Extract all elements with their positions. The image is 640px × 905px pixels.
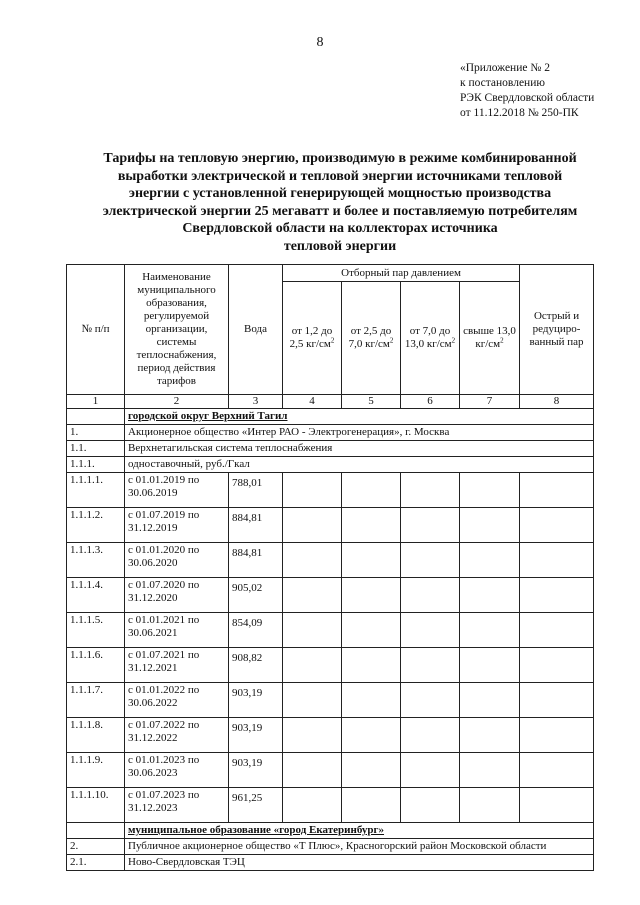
appendix-line: «Приложение № 2 xyxy=(460,62,550,74)
period-cell: с 01.07.2020 по 31.12.2020 xyxy=(125,578,229,613)
period-cell: с 01.07.2021 по 31.12.2021 xyxy=(125,648,229,683)
empty-cell xyxy=(460,648,520,683)
empty-cell xyxy=(460,508,520,543)
empty-cell xyxy=(283,473,342,508)
empty-cell xyxy=(342,543,401,578)
row-number: 1.1.1.7. xyxy=(67,683,125,718)
heat-system-name: Ново-Свердловская ТЭЦ xyxy=(125,855,594,871)
empty-cell xyxy=(401,683,460,718)
header-pressure-1: от 1,2 до 2,5 $кг/см^2$ xyxy=(283,282,342,395)
water-tariff: 903,19 xyxy=(229,718,283,753)
empty-cell xyxy=(401,508,460,543)
header-pressure-4: свыше 13,0 $кг/см^2$ xyxy=(460,282,520,395)
empty-cell xyxy=(401,613,460,648)
empty-cell xyxy=(283,613,342,648)
header-water: Вода xyxy=(229,265,283,395)
empty-cell xyxy=(460,788,520,823)
empty-cell xyxy=(342,473,401,508)
empty-cell xyxy=(401,718,460,753)
appendix-reference xyxy=(460,61,594,121)
column-number: 4 xyxy=(283,395,342,409)
water-tariff: 905,02 xyxy=(229,578,283,613)
row-number: 1.1.1.10. xyxy=(67,788,125,823)
column-number-row xyxy=(67,395,594,409)
table-row xyxy=(67,718,594,753)
water-tariff: 884,81 xyxy=(229,508,283,543)
title-line: выработки электрической и тепловой энергии источниками тепловой xyxy=(117,168,563,184)
period-cell: с 01.01.2020 по 30.06.2020 xyxy=(125,543,229,578)
appendix-line: РЭК Свердловской области xyxy=(460,92,595,104)
column-number: 5 xyxy=(342,395,401,409)
header-name: Наименование муниципального образования, регулируемой организации, системы теплоснабжения, период действия тарифов xyxy=(125,265,229,395)
empty-cell xyxy=(520,788,594,823)
period-cell: с 01.01.2022 по 30.06.2022 xyxy=(125,683,229,718)
empty-cell xyxy=(401,788,460,823)
title-line: Тарифы на тепловую энергию, производимую в режиме комбинированной xyxy=(103,151,577,166)
empty-cell xyxy=(342,718,401,753)
table-row xyxy=(67,613,594,648)
water-tariff: 903,19 xyxy=(229,753,283,788)
row-number: 1.1.1.2. xyxy=(67,508,125,543)
table-row xyxy=(67,753,594,788)
water-tariff: 908,82 xyxy=(229,648,283,683)
empty-cell xyxy=(460,543,520,578)
empty-cell xyxy=(67,409,125,425)
header-pressure-2: от 2,5 до 7,0 $кг/см^2$ xyxy=(342,282,401,395)
water-tariff: 854,09 xyxy=(229,613,283,648)
empty-cell xyxy=(520,508,594,543)
page-number: 8 xyxy=(316,35,324,50)
empty-cell xyxy=(283,718,342,753)
row-number: 1.1.1. xyxy=(67,457,125,473)
row-number: 1.1.1.1. xyxy=(67,473,125,508)
header-steam-group: Отборный пар давлением xyxy=(283,265,520,282)
empty-cell xyxy=(460,753,520,788)
header-live-steam: Острый и редуциро-ванный пар xyxy=(520,265,594,395)
row-number: 1.1.1.9. xyxy=(67,753,125,788)
empty-cell xyxy=(401,543,460,578)
empty-cell xyxy=(283,543,342,578)
empty-cell xyxy=(520,473,594,508)
appendix-line: от 11.12.2018 № 250-ПК xyxy=(460,107,579,119)
column-number: 6 xyxy=(401,395,460,409)
table-row xyxy=(67,543,594,578)
section-heading: муниципальное образование «город Екатеринбург» xyxy=(125,823,594,839)
header-pressure-3: от 7,0 до 13,0 $кг/см^2$ xyxy=(401,282,460,395)
empty-cell xyxy=(283,683,342,718)
document-title xyxy=(70,150,610,255)
water-tariff: 903,19 xyxy=(229,683,283,718)
empty-cell xyxy=(283,648,342,683)
column-number: 2 xyxy=(125,395,229,409)
water-tariff: 788,01 xyxy=(229,473,283,508)
empty-cell xyxy=(342,788,401,823)
empty-cell xyxy=(520,543,594,578)
period-cell: с 01.07.2023 по 31.12.2023 xyxy=(125,788,229,823)
row-number: 1.1.1.5. xyxy=(67,613,125,648)
title-line: Свердловской области на коллекторах источника xyxy=(182,221,498,236)
column-number: 7 xyxy=(460,395,520,409)
row-number: 1.1. xyxy=(67,441,125,457)
water-tariff: 884,81 xyxy=(229,543,283,578)
section-heading: городской округ Верхний Тагил xyxy=(125,409,594,425)
title-line: энергии с установленной генерирующей мощностью производства xyxy=(128,186,552,201)
empty-cell xyxy=(520,648,594,683)
empty-cell xyxy=(283,753,342,788)
empty-cell xyxy=(342,753,401,788)
rate-type: одноставочный, руб./Гкал xyxy=(125,457,594,473)
tariff-table xyxy=(66,264,594,871)
header-no: № п/п xyxy=(67,265,125,395)
title-line: электрической энергии 25 мегаватт и более и поставляемую потребителям xyxy=(102,203,578,219)
row-number: 1.1.1.8. xyxy=(67,718,125,753)
empty-cell xyxy=(460,578,520,613)
empty-cell xyxy=(520,718,594,753)
organization-name: Акционерное общество «Интер РАО - Электрогенерация», г. Москва xyxy=(125,425,594,441)
table-row xyxy=(67,788,594,823)
empty-cell xyxy=(520,578,594,613)
row-number: 1.1.1.6. xyxy=(67,648,125,683)
empty-cell xyxy=(401,578,460,613)
empty-cell xyxy=(460,718,520,753)
column-number: 8 xyxy=(520,395,594,409)
empty-cell xyxy=(67,823,125,839)
table-row xyxy=(67,648,594,683)
water-tariff: 961,25 xyxy=(229,788,283,823)
empty-cell xyxy=(460,613,520,648)
period-cell: с 01.01.2021 по 30.06.2021 xyxy=(125,613,229,648)
column-number: 3 xyxy=(229,395,283,409)
column-number: 1 xyxy=(67,395,125,409)
row-number: 2. xyxy=(67,839,125,855)
period-cell: с 01.01.2019 по 30.06.2019 xyxy=(125,473,229,508)
empty-cell xyxy=(520,683,594,718)
empty-cell xyxy=(520,613,594,648)
empty-cell xyxy=(460,683,520,718)
row-number: 1.1.1.4. xyxy=(67,578,125,613)
period-cell: с 01.07.2022 по 31.12.2022 xyxy=(125,718,229,753)
table-row xyxy=(67,578,594,613)
empty-cell xyxy=(520,753,594,788)
empty-cell xyxy=(342,613,401,648)
row-number: 1. xyxy=(67,425,125,441)
table-row xyxy=(67,683,594,718)
empty-cell xyxy=(460,473,520,508)
table-row xyxy=(67,508,594,543)
organization-name: Публичное акционерное общество «Т Плюс», Красногорский район Московской области xyxy=(125,839,594,855)
empty-cell xyxy=(401,753,460,788)
row-number: 2.1. xyxy=(67,855,125,871)
empty-cell xyxy=(283,788,342,823)
empty-cell xyxy=(342,683,401,718)
empty-cell xyxy=(283,578,342,613)
empty-cell xyxy=(342,508,401,543)
period-cell: с 01.01.2023 по 30.06.2023 xyxy=(125,753,229,788)
title-line: тепловой энергии xyxy=(283,238,397,254)
empty-cell xyxy=(283,508,342,543)
empty-cell xyxy=(342,648,401,683)
appendix-line: к постановлению xyxy=(460,77,545,89)
empty-cell xyxy=(342,578,401,613)
empty-cell xyxy=(401,648,460,683)
row-number: 1.1.1.3. xyxy=(67,543,125,578)
table-row xyxy=(67,473,594,508)
heat-system-name: Верхнетагильская система теплоснабжения xyxy=(125,441,594,457)
period-cell: с 01.07.2019 по 31.12.2019 xyxy=(125,508,229,543)
empty-cell xyxy=(401,473,460,508)
